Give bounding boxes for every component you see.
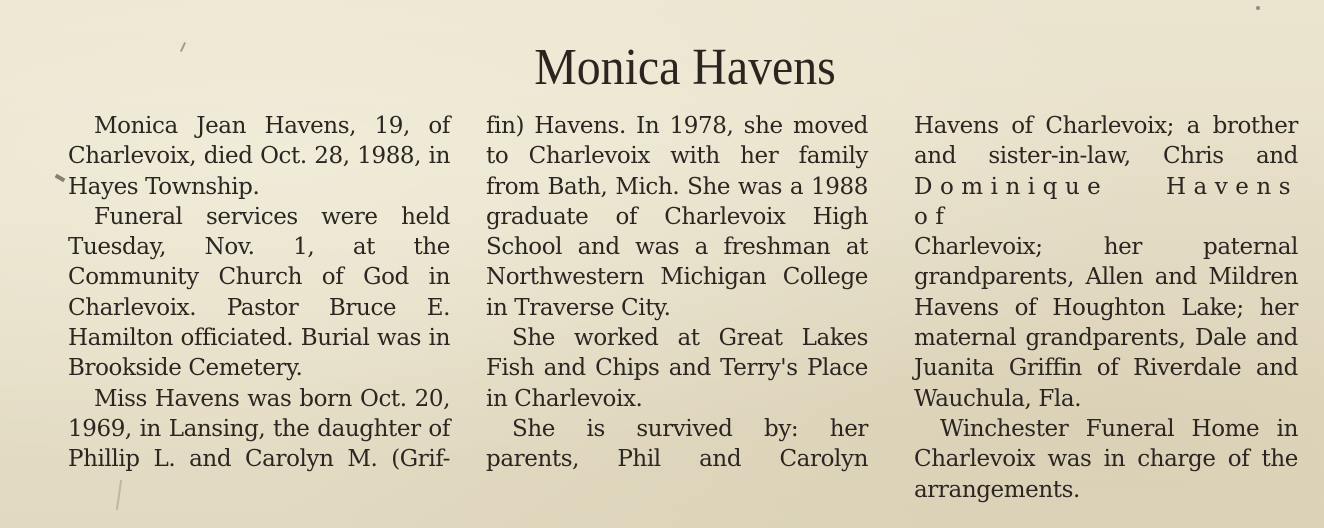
obituary-headline: Monica Havens xyxy=(534,39,836,96)
paragraph-biography: fin) Havens. In 1978, she moved to Charlevoix with her family from Bath, Mich. She was a 1988 graduate of Charlevoix High School and was a freshman at Northwestern Michigan College in Traverse City. xyxy=(486,113,868,321)
paragraph-death-notice: Monica Jean Havens, 19, of Charlevoix, died Oct. 28, 1988, in Hayes Township. xyxy=(68,113,450,200)
article-column-1 xyxy=(68,111,450,475)
paragraph-survivors-name-line: Dominique Havens of xyxy=(914,173,1298,230)
paragraph-employment: She worked at Great Lakes Fish and Chips and Terry's Place in Charlevoix. xyxy=(486,325,868,412)
paragraph-birth: Miss Havens was born Oct. 20, 1969, in Lansing, the daughter of Phillip L. and Carolyn M. (Grif- xyxy=(68,385,450,473)
paragraph-survivors-brother: Havens of Charlevoix; a brother and sister-in-law, Chris and xyxy=(914,113,1298,170)
paper-speck xyxy=(55,174,66,182)
paragraph-funeral-home: Winchester Funeral Home in Charlevoix was in charge of the arrangements. xyxy=(914,415,1298,503)
paragraph-survivors-start: She is survived by: her parents, Phil and Carolyn xyxy=(486,415,868,473)
article-column-2 xyxy=(486,111,868,475)
paper-speck xyxy=(116,480,122,510)
paper-speck xyxy=(1256,6,1260,10)
article-column-3 xyxy=(914,111,1298,505)
paragraph-survivors-grandparents: Charlevoix; her paternal grandparents, Allen and Mildren Havens of Houghton Lake; her maternal grandparents, Dale and Juanita Griffin of Riverdale and Wauchula, Fla. xyxy=(914,234,1298,412)
paragraph-funeral-services: Funeral services were held Tuesday, Nov. 1, at the Community Church of God in Charlevoix. Pastor Bruce E. Hamilton officiated. Burial was in Brookside Cemetery. xyxy=(68,203,450,382)
